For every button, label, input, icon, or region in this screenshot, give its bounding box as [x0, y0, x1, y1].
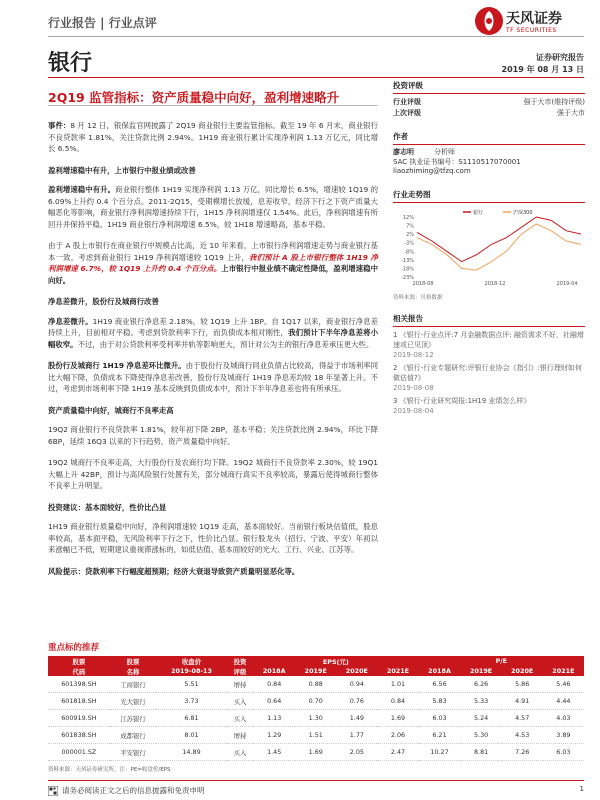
footer-divider	[48, 780, 584, 781]
table-cell: 买入	[227, 710, 253, 727]
table-cell: 0.70	[295, 693, 336, 710]
col-header: 股票	[110, 656, 156, 666]
table-row	[48, 727, 584, 744]
table-cell: 2.05	[336, 744, 377, 761]
table-cell: 江苏银行	[110, 710, 156, 727]
table-cell: 6.03	[543, 744, 584, 761]
paragraph: 1H19 商业银行质量稳中向好，净利润增速较 1Q19 走高，基本面较好。当前银行板块估值低，股息率较高，基本面平稳，无风险利率下行之下，性价比凸显。银行股龙头（招行、宁波、平安）年初以来涨幅已不低，短期建议重视滞涨标的，如低估值、基本面较好的光大、工行、兴业、江苏等。	[48, 522, 378, 554]
header-divider	[48, 36, 584, 37]
sidebar	[393, 80, 585, 419]
x-tick-label: 2018-08	[412, 280, 434, 287]
brand-logo	[474, 6, 584, 40]
report-date: 2019 年 08 月 13 日	[501, 65, 584, 74]
col-header: 2021E	[543, 666, 584, 676]
report-category: 行业报告 | 行业点评	[48, 16, 157, 30]
y-tick-label: 7%	[406, 223, 414, 230]
table-cell: 4.91	[502, 693, 543, 710]
chart-source: 资料来源：贝格数据	[393, 294, 443, 301]
table-cell: 10.27	[419, 744, 461, 761]
table-cell: 6.81	[156, 710, 227, 727]
table-cell: 000001.SZ	[48, 744, 110, 761]
table-cell: 5.24	[461, 710, 502, 727]
table-cell: 5.30	[461, 727, 502, 744]
qr-code-icon	[48, 786, 58, 796]
section-heading: 资产质量稳中向好，城商行不良率走高	[48, 405, 174, 415]
col-header: 2021E	[377, 666, 418, 676]
table-cell: 平安银行	[110, 744, 156, 761]
col-header: 2019E	[295, 666, 336, 676]
table-cell: 光大银行	[110, 693, 156, 710]
table-cell: 0.94	[336, 676, 377, 693]
table-cell: 成都银行	[110, 727, 156, 744]
author-block: 廖志明 分析师 SAC 执业证书编号：S1110517070001 liaozhiming@tfzq.com	[393, 148, 521, 175]
col-header: 2018A	[253, 666, 295, 676]
table-cell: 601398.SH	[48, 676, 110, 693]
table-row	[48, 676, 584, 693]
paragraph: 19Q2 商业银行不良贷款率 1.81%，较年初下降 2BP，基本平稳；关注贷款比例 2.94%，环比下降 6BP，延续 16Q3 以来的下行趋势，资产质量稳中向好。	[48, 425, 378, 446]
table-cell: 601818.SH	[48, 693, 110, 710]
col-header: 2020E	[502, 666, 543, 676]
table-cell: 1.13	[253, 710, 295, 727]
report-type: 证券研究报告	[536, 53, 584, 62]
table-cell: 1.01	[377, 676, 418, 693]
col-header: 2018A	[419, 666, 461, 676]
table-cell: 1.29	[253, 727, 295, 744]
table-cell: 买入	[227, 693, 253, 710]
table-row	[48, 693, 584, 710]
table-cell: 工商银行	[110, 676, 156, 693]
recommendation-table	[48, 656, 584, 761]
table-row	[48, 710, 584, 727]
table-cell: 5.83	[419, 693, 461, 710]
table-cell: 1.49	[336, 710, 377, 727]
table-cell: 增持	[227, 676, 253, 693]
col-header: 名称	[110, 666, 156, 676]
col-header: 2019-08-13	[156, 666, 227, 676]
col-header: 股票	[48, 656, 110, 666]
table-cell: 1.77	[336, 727, 377, 744]
table-cell: 2.47	[377, 744, 418, 761]
section-heading: 净息差微升，股份行及城商行改善	[48, 297, 159, 306]
rating-row: 上次评级 强于大市	[393, 109, 585, 117]
table-cell: 1.45	[253, 744, 295, 761]
table-cell: 4.03	[543, 710, 584, 727]
col-header: 评级	[227, 666, 253, 676]
related-report-item[interactable]: 3 《银行-行业研究周报:1H19 业绩怎么样》 2019-08-04	[393, 396, 531, 415]
trend-chart	[393, 207, 585, 287]
risk-paragraph: 风险提示：贷款利率下行幅度超预期；经济大衰退导致资产质量明显恶化等。	[48, 566, 300, 576]
table-cell: 7.26	[502, 744, 543, 761]
paragraph: 净息差微升。1H19 商业银行净息差 2.18%，较 1Q19 上升 1BP。自 1Q17 以来，商业银行净息差持续上升，目前相对平稳。考虑到贷款利率下行，而负债成本相对刚性，我们预计下半年净息差将小幅收窄。不过，由于对公贷款利率受利率并轨等影响更大，预计对公为主的银行净息差承压更大些。	[48, 316, 378, 349]
section-heading: 投资建议：基本面较好，性价比凸显	[48, 502, 167, 512]
logo-mark-icon	[474, 6, 504, 36]
table-cell: 5.46	[543, 676, 584, 693]
y-tick-label: -18%	[401, 265, 414, 272]
table-cell: 增持	[227, 727, 253, 744]
table-cell: 3.73	[156, 693, 227, 710]
x-tick-label: 2019-04	[556, 280, 578, 287]
table-row	[48, 744, 584, 761]
table-cell: 8.01	[156, 727, 227, 744]
paragraph: 股份行及城商行 1H19 净息差环比微升。由于股份行及城商行同业负债占比较高，得益于市场利率同比大幅下降，负债成本下降使得净息差改善，股份行及城商行 1H19 净息差均较 18 年显著上升。不过，考虑到市场利率下降 1H19 基本反映到负债成本中，预计下半年净息差也将有所承压。	[48, 361, 378, 393]
headline-divider	[48, 105, 378, 106]
related-heading: 相关报告	[393, 313, 585, 327]
table-cell: 0.84	[253, 676, 295, 693]
table-cell: 5.86	[502, 676, 543, 693]
report-headline: 2Q19 监管指标：资产质量稳中向好，盈利增速略升	[48, 90, 340, 105]
table-cell: 3.89	[543, 727, 584, 744]
y-tick-label: -8%	[404, 248, 414, 255]
author-heading: 作者	[393, 131, 585, 145]
event-paragraph: 事件：8 月 12 日，银保监官网披露了 2Q19 商业银行主要监管指标。截至 19 年 6 月末，商业银行不良贷款率 1.81%，关注贷款比例 2.94%。1H19 商业银行累计实现净利润 1.13 万亿元，同比增长 6.5%。	[48, 121, 378, 153]
col-header: 2019E	[461, 666, 502, 676]
table-cell: 0.64	[253, 693, 295, 710]
col-header: 代码	[48, 666, 110, 676]
table-cell: 4.44	[543, 693, 584, 710]
x-tick-label: 2018-12	[484, 280, 506, 287]
table-cell: 8.81	[461, 744, 502, 761]
table-cell: 1.69	[377, 710, 418, 727]
paragraph: 盈利增速稳中有升。商业银行整体 1H19 实现净利润 1.13 万亿，同比增长 6.5%，增速较 1Q19 的 6.09%上升约 0.4 个百分点。2011-2Q15，受期模增长放缓，息差收窄，经济下行之下资产质量大幅恶化等影响，商业银行净利润增速持续下行，1H15 净利润增速仅 1.54%。此后，净利润增速有所回升并保持平稳。1H19 商业银行净利润增速 6.5%，较 1H18 增速略高，基本平稳。	[48, 185, 378, 229]
col-header: 投资	[227, 656, 253, 666]
col-header: P/E	[419, 656, 584, 666]
rating-row: 行业评级 强于大市(维持评级)	[393, 98, 585, 106]
y-tick-label: 2%	[406, 231, 414, 238]
table-cell: 6.03	[419, 710, 461, 727]
paragraph: 由于 A 股上市银行在商业银行中规模占比高，近 10 年来看，上市银行净利润增速走势与商业银行基本一致。考虑到商业银行 1H19 净利润增速较 1Q19 上升，我们预计 A 股上市银行整体 1H19 净利润增速 6.7%，较 1Q19 上升约 0.4 个百分点。上市银行中报业绩不确定性降低，盈利增速稳中向好。	[48, 241, 378, 285]
y-tick-label: -13%	[401, 257, 414, 264]
col-header: 收盘价	[156, 656, 227, 666]
table-cell: 买入	[227, 744, 253, 761]
table-cell: 0.88	[295, 676, 336, 693]
table-cell: 4.57	[502, 710, 543, 727]
title-divider	[48, 77, 584, 78]
col-header: EPS(元)	[253, 656, 418, 666]
main-body	[48, 120, 378, 587]
table-cell: 0.84	[377, 693, 418, 710]
table-cell: 6.26	[461, 676, 502, 693]
legend-label: 沪深300	[513, 209, 533, 216]
related-report-item[interactable]: 1 《银行-行业点评:7 月金融数据点评: 融资需求不好，社融增速或已见顶》 2019-08-12	[393, 330, 584, 359]
series-line	[417, 217, 581, 262]
table-cell: 6.21	[419, 727, 461, 744]
table-cell: 601838.SH	[48, 727, 110, 744]
page-title: 银行	[48, 51, 93, 76]
table-cell: 2.06	[377, 727, 418, 744]
related-report-item[interactable]: 2 《银行-行业专题研究:评银行业协会《指引》:银行理财如何做估值?》 2019-08-08	[393, 363, 582, 392]
y-tick-label: 12%	[402, 214, 414, 221]
table-cell: 0.76	[336, 693, 377, 710]
table-cell: 1.51	[295, 727, 336, 744]
table-cell: 4.53	[502, 727, 543, 744]
table-cell: 5.51	[156, 676, 227, 693]
chart-heading: 行业走势图	[393, 189, 585, 203]
table-cell: 5.33	[461, 693, 502, 710]
series-line	[417, 223, 581, 269]
y-tick-label: -23%	[401, 274, 414, 281]
col-header: 2020E	[336, 666, 377, 676]
table-cell: 6.56	[419, 676, 461, 693]
table-cell: 14.89	[156, 744, 227, 761]
rating-heading: 投资评级	[393, 80, 585, 94]
page-number: 1	[579, 785, 584, 793]
paragraph: 19Q2 城商行不良率走高，大行股份行及农商行均下降。19Q2 城商行不良贷款率 2.30%，较 19Q1 大幅上升 42BP，预计与高风险银行处置有关，部分城商行真实不良率较高，暴露后使得城商行整体不良率上升明显。	[48, 458, 378, 490]
section-heading: 盈利增速稳中有升，上市银行中报业绩或改善	[48, 165, 196, 175]
logo-subtext: TF SECURITIES	[506, 27, 557, 34]
table-title: 重点标的推荐	[48, 643, 100, 653]
logo-text: 天风证券	[506, 11, 562, 27]
table-cell: 600919.SH	[48, 710, 110, 727]
related-list	[393, 330, 585, 416]
y-tick-label: -3%	[404, 240, 414, 247]
table-note: 资料来源：天风证券研究所，注：PE=收盘价/EPS	[48, 767, 171, 773]
table-cell: 1.69	[295, 744, 336, 761]
legend-label: 银行	[473, 209, 484, 216]
trend-chart-svg	[393, 207, 585, 287]
footer-disclaimer: 请务必阅读正文之后的信息披露和免责申明	[62, 786, 205, 795]
table-cell: 1.30	[295, 710, 336, 727]
